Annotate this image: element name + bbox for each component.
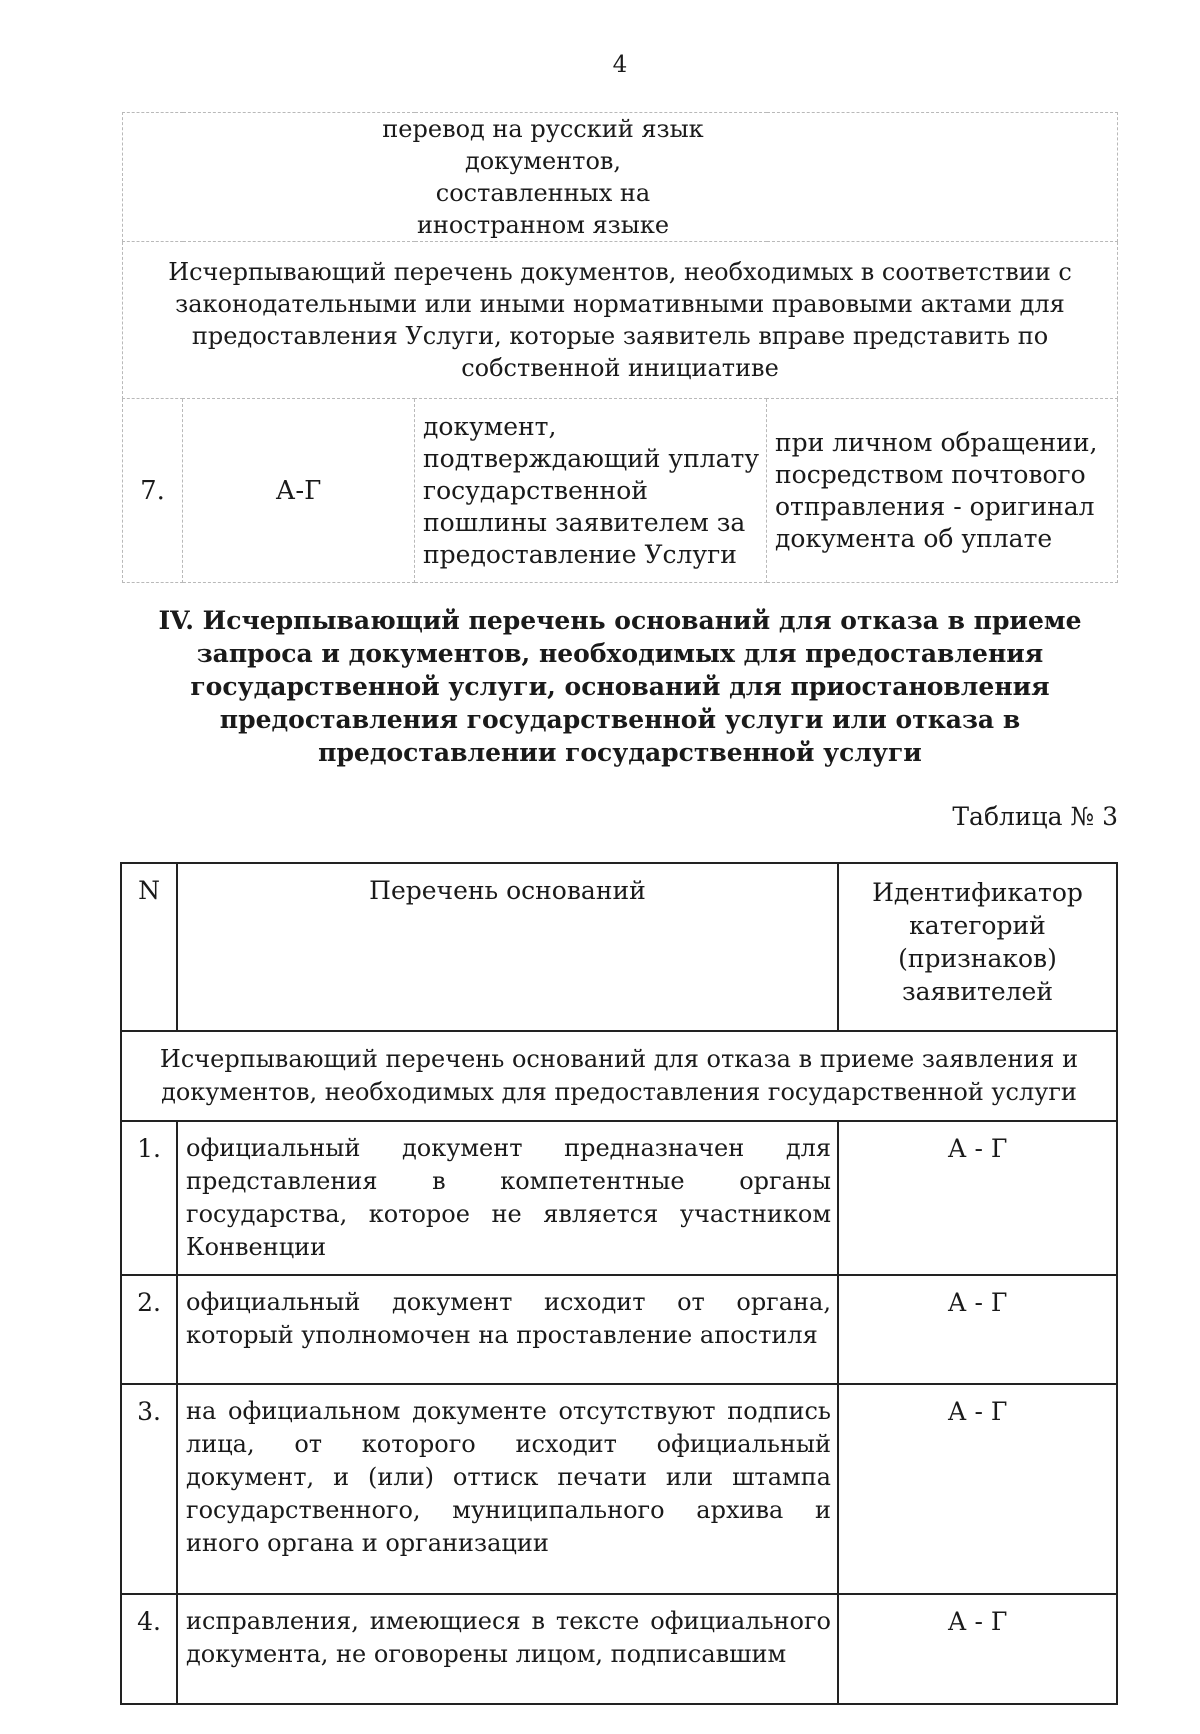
section-row <box>123 242 1118 399</box>
refusal-reason: официальный документ исходит от органа, который уполномочен на проставление апостиля <box>177 1275 838 1384</box>
table-caption: Таблица № 3 <box>952 802 1118 831</box>
refusal-reason: на официальном документе отсутствуют подпись лица, от которого исходит официальный документ, и (или) оттиск печати или штампа государственного, муниципального архива и иного органа и организации <box>177 1384 838 1594</box>
table-row <box>123 399 1118 583</box>
table-header-row <box>121 863 1117 1031</box>
refusal-reason: официальный документ предназначен для представления в компетентные органы государства, которое не является участником Конвенции <box>177 1121 838 1275</box>
header-grounds-list: Перечень оснований <box>177 863 838 1031</box>
header-identifier: Идентификатор категорий (признаков) заявителей <box>872 878 1083 1006</box>
document-name: документ, подтверждающий уплату государственной пошлины заявителем за предоставление Услуги <box>415 399 767 583</box>
row-number: 4. <box>121 1594 177 1704</box>
applicant-category: А-Г <box>183 399 415 583</box>
applicant-identifier: А - Г <box>838 1384 1117 1594</box>
row-number: 3. <box>121 1384 177 1594</box>
section-row-text: Исчерпывающий перечень документов, необходимых в соответствии с законодательными или иными нормативными правовыми актами для предоставления Услуги, которые заявитель вправе представить по собственной инициативе <box>168 258 1072 382</box>
continued-documents-table <box>122 112 1118 583</box>
row-number: 1. <box>121 1121 177 1275</box>
applicant-identifier: А - Г <box>838 1594 1117 1704</box>
refusal-reason: исправления, имеющиеся в тексте официального документа, не оговорены лицом, подписавшим <box>177 1594 838 1704</box>
submission-method: при личном обращении, посредством почтового отправления - оригинал документа об уплате <box>767 399 1118 583</box>
applicant-identifier: А - Г <box>838 1121 1117 1275</box>
row-number: 7. <box>123 399 183 583</box>
table-row <box>121 1275 1117 1384</box>
section-row <box>121 1031 1117 1121</box>
applicant-identifier: А - Г <box>838 1275 1117 1384</box>
translation-requirement-text: перевод на русский язык документов, составленных на иностранном языке <box>382 115 704 239</box>
table-row <box>121 1384 1117 1594</box>
section-row-text: Исчерпывающий перечень оснований для отказа в приеме заявления и документов, необходимых для предоставления государственной услуги <box>121 1031 1117 1121</box>
page-number: 4 <box>612 52 628 78</box>
table-row <box>123 113 1118 242</box>
header-number: N <box>121 863 177 1031</box>
row-number: 2. <box>121 1275 177 1384</box>
section-heading: IV. Исчерпывающий перечень оснований для отказа в приеме запроса и документов, необходимых для предоставления государственной услуги, оснований для приостановления предоставления государственной услуги или отказа в предоставлении государственной услуги <box>158 606 1082 767</box>
table-row <box>121 1594 1117 1704</box>
refusal-grounds-table <box>120 862 1118 1705</box>
table-row <box>121 1121 1117 1275</box>
